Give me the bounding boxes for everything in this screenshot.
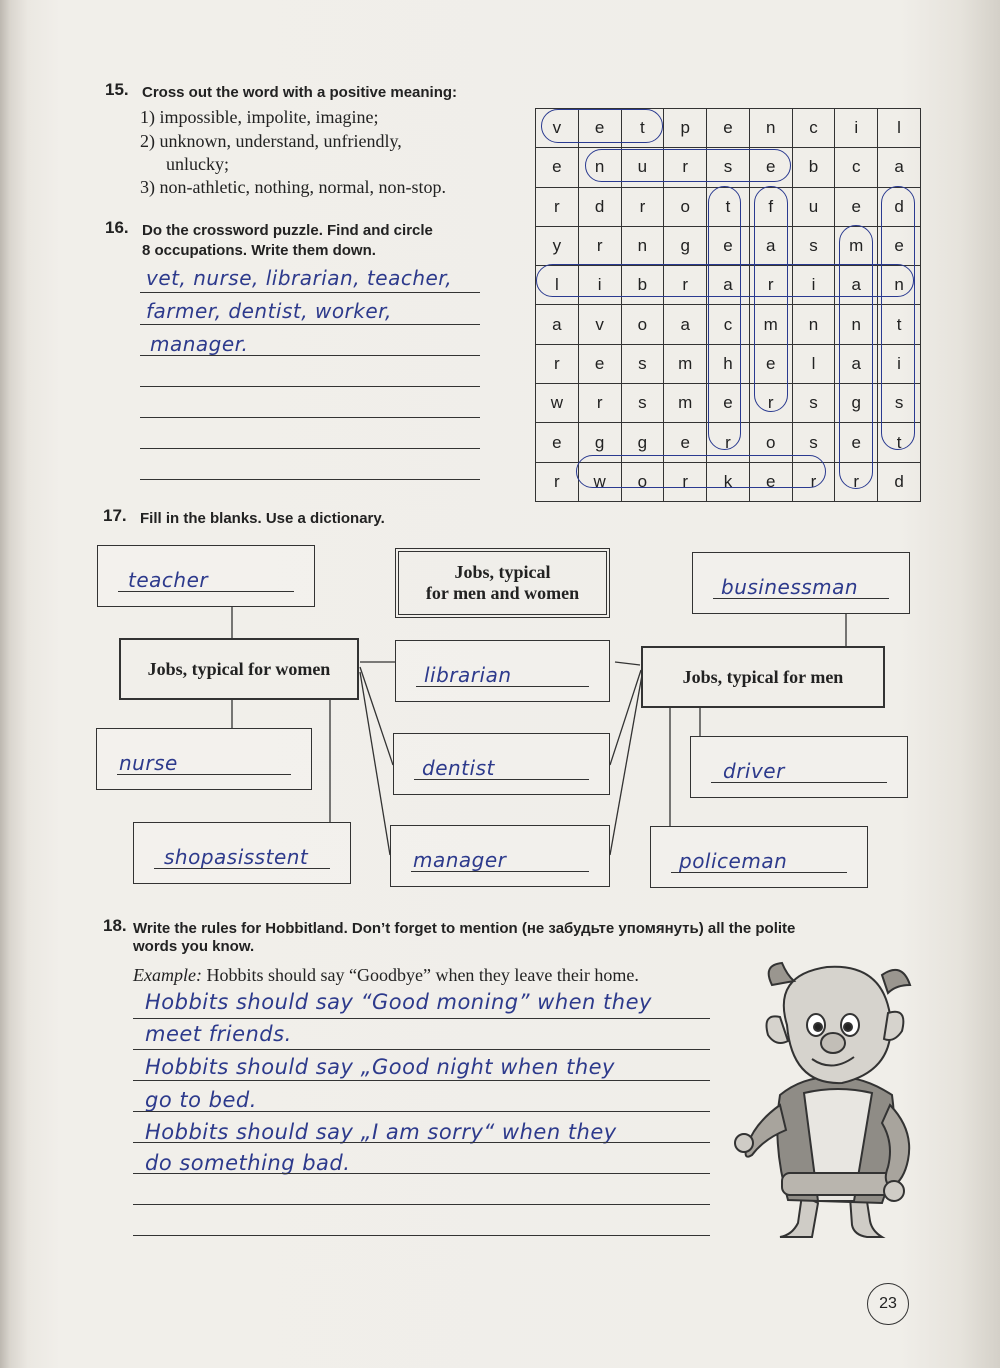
example-label: Example: — [133, 965, 202, 985]
hobbit-illustration — [732, 955, 947, 1245]
grid-cell: n — [878, 266, 921, 305]
writing-line — [133, 1018, 710, 1019]
grid-cell: s — [621, 344, 664, 383]
grid-cell: g — [621, 423, 664, 462]
grid-cell: g — [664, 226, 707, 265]
men-job-2: driver — [723, 759, 785, 783]
grid-cell: n — [835, 305, 878, 344]
grid-cell: a — [749, 226, 792, 265]
grid-cell: a — [835, 344, 878, 383]
grid-cell: n — [792, 305, 835, 344]
grid-cell: r — [749, 384, 792, 423]
women-jobs-label: Jobs, typical for women — [119, 638, 359, 700]
grid-cell: r — [664, 266, 707, 305]
grid-cell: p — [664, 109, 707, 148]
grid-cell: t — [707, 187, 750, 226]
grid-cell: d — [878, 187, 921, 226]
writing-line — [133, 1080, 710, 1081]
writing-line — [133, 1049, 710, 1050]
grid-cell: e — [664, 423, 707, 462]
grid-cell: m — [835, 226, 878, 265]
both-job-box-2[interactable] — [393, 733, 610, 795]
both-job-2: dentist — [422, 756, 495, 780]
grid-cell: e — [536, 148, 579, 187]
writing-line — [133, 1173, 710, 1174]
both-job-box-3[interactable] — [390, 825, 610, 887]
grid-cell: e — [749, 462, 792, 501]
men-job-box-2[interactable] — [690, 736, 908, 798]
both-jobs-label-line2: for men and women — [425, 583, 580, 603]
grid-cell: r — [536, 187, 579, 226]
grid-cell: r — [536, 344, 579, 383]
men-job-1: businessman — [721, 575, 859, 599]
grid-cell: r — [578, 226, 621, 265]
grid-cell: a — [536, 305, 579, 344]
men-jobs-label: Jobs, typical for men — [641, 646, 885, 708]
women-job-box-1[interactable] — [97, 545, 315, 607]
grid-cell: k — [707, 462, 750, 501]
exercise-18-example — [133, 964, 639, 986]
exercise-15-item-1: 1) impossible, impolite, imagine; — [140, 107, 379, 127]
writing-line — [133, 1111, 710, 1112]
grid-cell: r — [621, 187, 664, 226]
women-job-2: nurse — [119, 751, 178, 775]
grid-cell: r — [749, 266, 792, 305]
exercise-16-title-line1: Do the crossword puzzle. Find and circle — [142, 222, 433, 239]
exercise-15-item-2: 2) unknown, understand, unfriendly, — [140, 131, 402, 151]
grid-cell: l — [878, 109, 921, 148]
grid-cell: o — [749, 423, 792, 462]
grid-cell: i — [792, 266, 835, 305]
exercise-18-title-line2: words you know. — [133, 938, 255, 955]
exercise-18-answer-line-5: Hobbits should say „I am sorry“ when they — [145, 1120, 617, 1144]
example-text: Hobbits should say “Goodbye” when they leave their home. — [201, 965, 639, 985]
grid-cell: s — [621, 384, 664, 423]
women-job-3: shopasisstent — [164, 845, 309, 869]
grid-cell: m — [664, 384, 707, 423]
grid-cell: v — [578, 305, 621, 344]
grid-cell: n — [621, 226, 664, 265]
grid-cell: v — [536, 109, 579, 148]
grid-cell: a — [878, 148, 921, 187]
both-jobs-label — [395, 548, 610, 618]
women-job-box-3[interactable] — [133, 822, 351, 884]
grid-cell: u — [621, 148, 664, 187]
grid-cell: m — [749, 305, 792, 344]
exercise-18-answer-line-2: meet friends. — [145, 1022, 292, 1046]
exercise-15-number: 15. — [105, 80, 129, 99]
grid-cell: s — [792, 226, 835, 265]
grid-cell: r — [707, 423, 750, 462]
grid-cell: e — [536, 423, 579, 462]
men-job-box-1[interactable] — [692, 552, 910, 614]
exercise-15-item-3: 3) non-athletic, nothing, normal, non-stop. — [140, 177, 446, 197]
exercise-17-title: Fill in the blanks. Use a dictionary. — [140, 510, 385, 527]
men-job-box-3[interactable] — [650, 826, 868, 888]
grid-cell: t — [878, 305, 921, 344]
writing-line — [133, 1142, 710, 1143]
exercise-17-number: 17. — [103, 506, 127, 525]
grid-cell: s — [792, 423, 835, 462]
grid-cell: e — [835, 187, 878, 226]
exercise-16-number: 16. — [105, 218, 129, 237]
grid-cell: d — [578, 187, 621, 226]
grid-cell: e — [707, 384, 750, 423]
grid-cell: r — [536, 462, 579, 501]
page-number: 23 — [867, 1283, 909, 1325]
exercise-18-answer-line-1: Hobbits should say “Good moning” when they — [145, 990, 652, 1014]
exercise-16-answer-line-2: farmer, dentist, worker, — [146, 299, 392, 323]
grid-cell: b — [792, 148, 835, 187]
grid-cell: u — [792, 187, 835, 226]
grid-cell: i — [578, 266, 621, 305]
grid-cell: e — [749, 344, 792, 383]
grid-cell: n — [578, 148, 621, 187]
both-job-box-1[interactable] — [395, 640, 610, 702]
both-job-3: manager — [413, 848, 507, 872]
exercise-16-title-line2: 8 occupations. Write them down. — [142, 242, 376, 259]
exercise-18-number: 18. — [103, 916, 127, 935]
exercise-18-answer-line-4: go to bed. — [145, 1088, 257, 1112]
grid-cell: s — [878, 384, 921, 423]
grid-cell: a — [835, 266, 878, 305]
grid-cell: s — [707, 148, 750, 187]
writing-line — [133, 1204, 710, 1205]
grid-cell: g — [835, 384, 878, 423]
grid-cell: b — [621, 266, 664, 305]
grid-cell: e — [835, 423, 878, 462]
grid-cell: r — [792, 462, 835, 501]
grid-cell: e — [578, 344, 621, 383]
grid-cell: o — [621, 462, 664, 501]
exercise-16-answer-line-1: vet, nurse, librarian, teacher, — [146, 266, 453, 290]
grid-cell: w — [578, 462, 621, 501]
both-job-1: librarian — [424, 663, 512, 687]
women-job-box-2[interactable] — [96, 728, 312, 790]
exercise-15-title: Cross out the word with a positive meaning: — [142, 84, 458, 101]
grid-cell: t — [621, 109, 664, 148]
grid-cell: g — [578, 423, 621, 462]
grid-cell: w — [536, 384, 579, 423]
grid-cell: m — [664, 344, 707, 383]
grid-cell: o — [621, 305, 664, 344]
grid-cell: h — [707, 344, 750, 383]
both-jobs-label-line1: Jobs, typical — [454, 562, 551, 582]
grid-cell: r — [835, 462, 878, 501]
grid-cell: l — [792, 344, 835, 383]
grid-cell: r — [578, 384, 621, 423]
exercise-18-answer-line-3: Hobbits should say „Good night when they — [145, 1055, 615, 1079]
grid-cell: c — [792, 109, 835, 148]
grid-cell: r — [664, 462, 707, 501]
grid-cell: a — [664, 305, 707, 344]
grid-cell: n — [749, 109, 792, 148]
women-job-1: teacher — [128, 568, 209, 592]
exercise-18-answer-line-6: do something bad. — [145, 1151, 351, 1175]
exercise-18-title-line1: Write the rules for Hobbitland. Don’t forget to mention (не забудьте упомянуть) all the polite — [133, 920, 796, 937]
exercise-15-item-2-cont: unlucky; — [166, 154, 229, 174]
exercise-16-answer-line-3: manager. — [150, 332, 249, 356]
grid-cell: t — [878, 423, 921, 462]
writing-line — [133, 1235, 710, 1236]
grid-cell: r — [664, 148, 707, 187]
grid-cell: e — [878, 226, 921, 265]
grid-cell: c — [835, 148, 878, 187]
grid-cell: a — [707, 266, 750, 305]
grid-cell: e — [707, 226, 750, 265]
grid-cell: i — [878, 344, 921, 383]
grid-cell: y — [536, 226, 579, 265]
grid-cell: l — [536, 266, 579, 305]
grid-cell: e — [749, 148, 792, 187]
grid-cell: f — [749, 187, 792, 226]
grid-cell: e — [707, 109, 750, 148]
grid-cell: i — [835, 109, 878, 148]
men-job-3: policeman — [679, 849, 788, 873]
grid-cell: c — [707, 305, 750, 344]
grid-cell: o — [664, 187, 707, 226]
grid-cell: d — [878, 462, 921, 501]
grid-cell: s — [792, 384, 835, 423]
grid-cell: e — [578, 109, 621, 148]
